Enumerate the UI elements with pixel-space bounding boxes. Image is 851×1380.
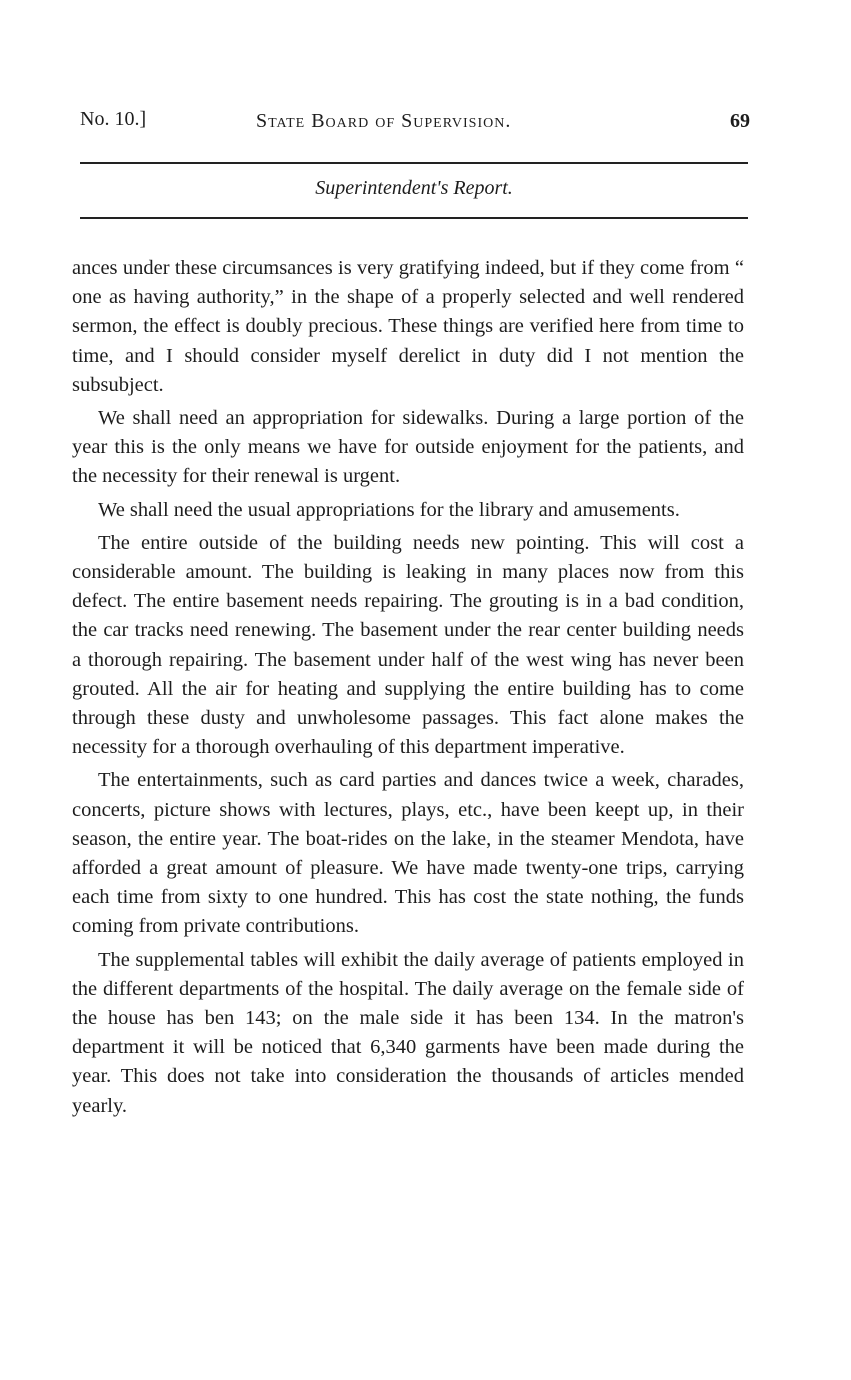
issue-number: No. 10.] xyxy=(80,108,147,130)
paragraph-3: We shall need the usual appropriations for the library and amusements. xyxy=(98,498,680,521)
running-header xyxy=(80,108,750,144)
header-rule-top xyxy=(80,162,748,164)
paragraph-5: The entertainments, such as card parties and dances twice a week, charades, concerts, picture shows with lectures, plays, etc., have been keept up, in their season, the entire year. The boat-rides on the lake, in the steamer Mendota, have afforded a great amount of pleasure. We have made twenty-one trips, carrying each time from sixty to one hundred. This has cost the state nothing, the funds coming from private contributions. xyxy=(72,769,744,938)
paragraph-1: ances under these circumsances is very gratifying indeed, but if they come from “ one as having authority,” in the shape of a properly selected and well rendered sermon, the effect is doubly precious. These things are verified here from time to time, and I should consider myself derelict in duty did I not mention the subsubject. xyxy=(72,257,744,396)
section-title: Superintendent's Report. xyxy=(315,177,513,199)
page-number: 69 xyxy=(730,110,750,132)
paragraph-4: The entire outside of the building needs new pointing. This will cost a considerable amount. The building is leaking in many places now from this defect. The entire basement needs repairing. The grouting is in a bad condition, the car tracks need renewing. The basement under the rear center building needs a thorough repairing. The basement under half of the west wing has never been grouted. All the air for heating and supplying the entire building has to come through these dusty and unwholesome passages. This fact alone makes the necessity for a thorough overhauling of this department imperative. xyxy=(72,531,744,759)
paragraph-2: We shall need an appropriation for sidewalks. During a large portion of the year this is the only means we have for outside enjoyment for the patients, and the necessity for their renewal is urgent. xyxy=(72,407,744,488)
paragraph-6: The supplemental tables will exhibit the daily average of patients employed in the different departments of the hospital. The daily average on the female side of the house has ben 143; on the male side it has been 134. In the matron's department it will be noticed that 6,340 garments have been made during the year. This does not take into consideration the thousands of articles mended yearly. xyxy=(72,948,744,1117)
publication-title: State Board of Supervision. xyxy=(256,110,512,132)
header-rule-bottom xyxy=(80,217,748,219)
body-text xyxy=(72,254,744,1125)
